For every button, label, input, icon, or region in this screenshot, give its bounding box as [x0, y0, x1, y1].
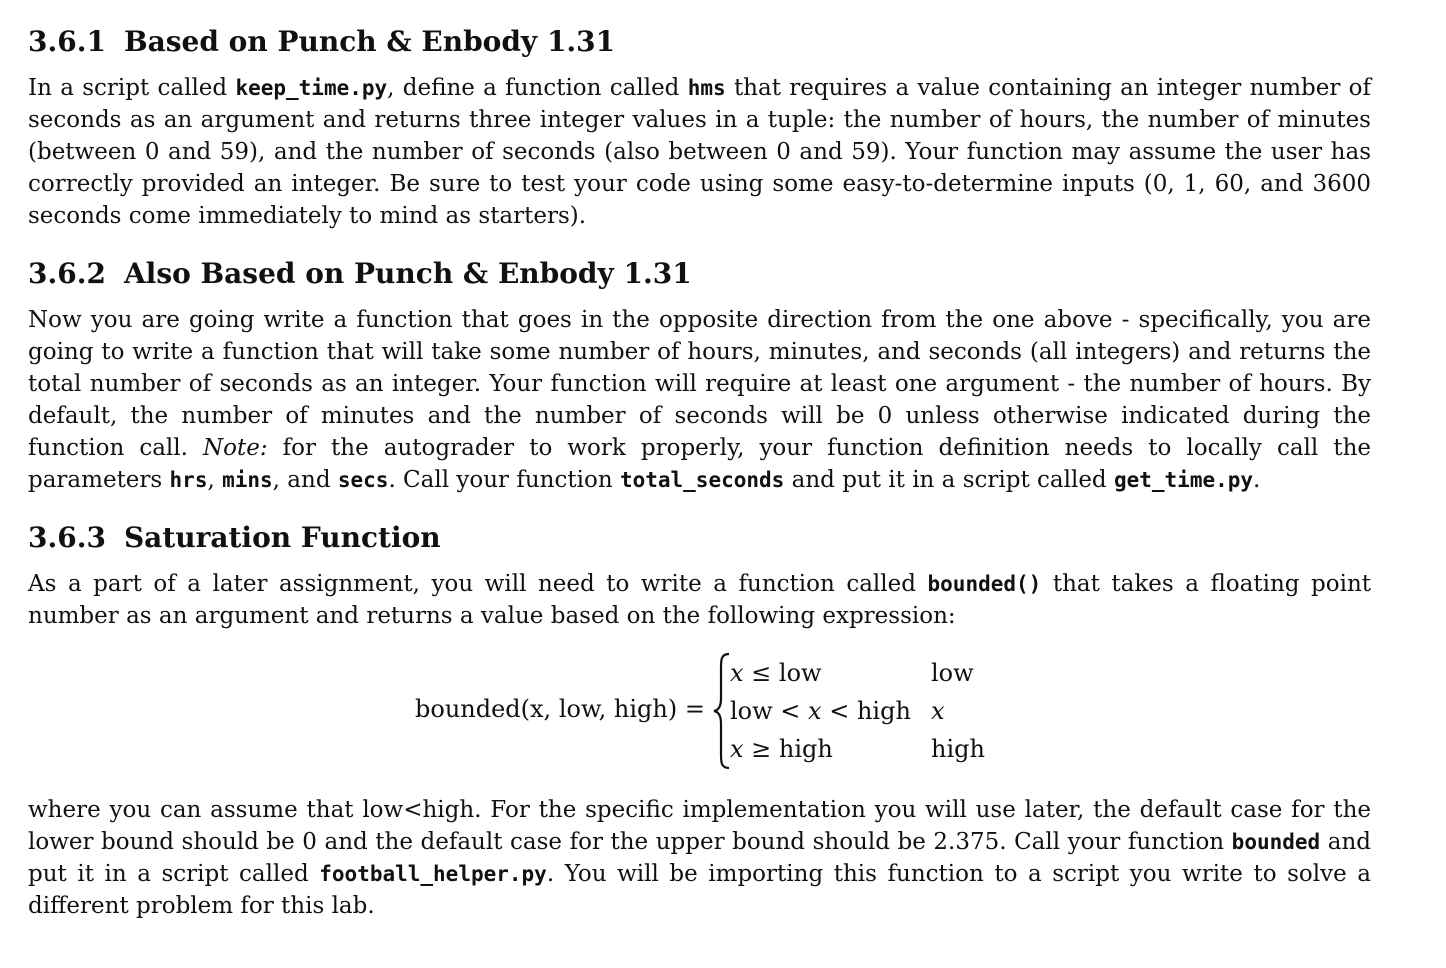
text-run: . You will be importing this function to a script you write to solve a different problem for this lab.: [28, 861, 1371, 919]
case-condition: x ≥ high: [730, 735, 833, 763]
text-run: that takes a floating point number as an argument and returns a value based on the following expression:: [28, 571, 1372, 629]
text-run: where you can assume that low<high. For the specific implementation you will use later, the default case for the lower bound should be 0 and the default case for the upper bound should be 2.375. Call your function: [28, 797, 1371, 855]
code-filename: football_helper.py: [319, 862, 547, 886]
equation-case-row: [730, 654, 1030, 692]
section-3-6-2: [28, 254, 1371, 496]
case-value: high: [931, 735, 985, 763]
section-paragraph: [28, 794, 1371, 922]
section-heading: [28, 254, 1371, 294]
text-run: and put it in a script called: [28, 829, 1371, 887]
text-run: ,: [207, 467, 223, 493]
section-title: Saturation Function: [123, 521, 441, 554]
code-param: hrs: [169, 468, 208, 492]
section-title: Also Based on Punch & Enbody 1.31: [123, 257, 692, 290]
text-run: , define a function called: [387, 75, 688, 101]
text-run: In a script called: [28, 75, 236, 101]
code-function-name: bounded(): [927, 572, 1042, 596]
section-number: 3.6.3: [28, 521, 106, 554]
section-paragraph: [28, 72, 1371, 232]
text-run: Now you are going write a function that goes in the opposite direction from the one above - specifically, you are going to write a function that will take some number of hours, minutes, and seconds (all integers) and returns the total number of seconds as an integer. Your function will require at least one argument - the number of hours. By default, the number of minutes and the number of seconds will be 0 unless otherwise indicated during the function call.: [28, 307, 1371, 461]
case-condition: low < x < high: [730, 697, 911, 725]
code-filename: get_time.py: [1113, 468, 1254, 492]
section-title: Based on Punch & Enbody 1.31: [123, 25, 616, 58]
equation-cases: [730, 654, 1030, 768]
equation-case-row: [730, 692, 1030, 730]
code-param: mins: [222, 468, 273, 492]
code-function-name: total_seconds: [619, 468, 785, 492]
equation-case-row: [730, 730, 1030, 768]
section-number: 3.6.2: [28, 257, 106, 290]
piecewise-equation: [28, 646, 1371, 776]
section-heading: [28, 518, 1371, 558]
text-run: , and: [272, 467, 338, 493]
text-run: As a part of a later assignment, you will need to write a function called: [28, 571, 928, 597]
code-param: secs: [337, 468, 389, 492]
section-3-6-1: [28, 22, 1371, 232]
section-number: 3.6.1: [28, 25, 106, 58]
section-3-6-3: [28, 518, 1371, 922]
text-run: that requires a value containing an integer number of seconds as an argument and returns three integer values in a tuple: the number of hours, the number of minutes (between 0 and 59), and the number of seconds (also between 0 and 59). Your function may assume the user has correctly provided an integer. Be sure to test your code using some easy-to-determine inputs (0, 1, 60, and 3600 seconds come immediately to mind as starters).: [28, 75, 1371, 229]
case-value: x: [931, 697, 945, 725]
code-function-name: hms: [687, 76, 726, 100]
text-run: . Call your function: [388, 467, 620, 493]
text-run: for the autograder to work properly, your function definition needs to locally call the parameters: [28, 435, 1371, 493]
text-run: and put it in a script called: [784, 467, 1114, 493]
section-heading: [28, 22, 1371, 62]
case-value: low: [931, 659, 974, 687]
code-filename: keep_time.py: [235, 76, 388, 100]
case-condition: x ≤ low: [730, 659, 822, 687]
text-run: .: [1253, 467, 1261, 493]
section-paragraph: [28, 568, 1371, 632]
equation-lhs: bounded(x, low, high) =: [415, 695, 705, 723]
note-label: Note:: [203, 435, 268, 461]
section-paragraph: [28, 304, 1371, 496]
document-page: [28, 22, 1371, 944]
code-function-name: bounded: [1231, 830, 1321, 854]
